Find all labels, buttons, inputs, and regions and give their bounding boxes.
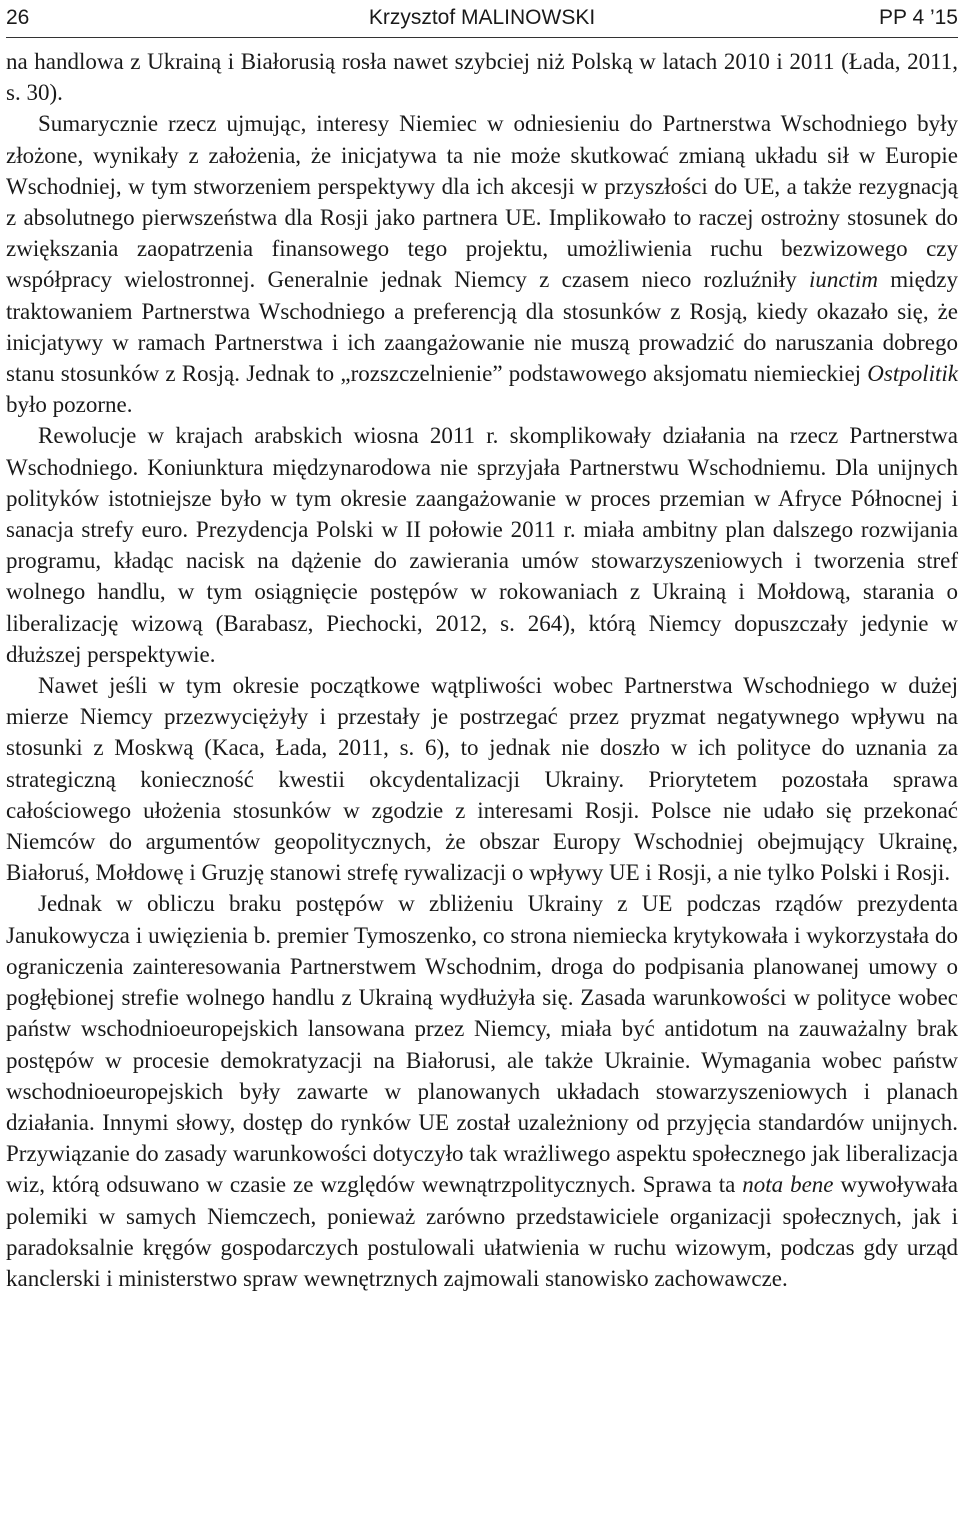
paragraph-text: na handlowa z Ukrainą i Białorusią rosła nawet szybciej niż Polską w latach 2010 i 2011 (Łada, 2011, s. 30). bbox=[6, 49, 958, 106]
paragraph-text: Sumarycznie rzecz ujmując, interesy Niemiec w odniesieniu do Partnerstwa Wschodniego były złożone, wynikały z założenia, że inicjatywa ta nie może skutkować zmianą układu sił w Europie Wschodniej, w tym stworzeniem perspektywy dla ich akcesji w przyszłości do UE, a także rezygnacją z absolutnego pierwszeństwa dla Rosji jako partnera UE. Implikowało to raczej ostrożny stosunek do zwiększania zaopatrzenia finansowego tego projektu, umożliwienia ruchu bezwizowego czy współpracy wielostronnej. Generalnie jednak Niemcy z czasem nieco rozluźniły bbox=[6, 111, 958, 293]
body-paragraph bbox=[6, 420, 958, 670]
running-head-journal: PP 4 ’15 bbox=[878, 6, 958, 29]
body-paragraph bbox=[6, 46, 958, 108]
page-number: 26 bbox=[6, 6, 30, 29]
italic-term: Ostpolitik bbox=[867, 361, 958, 387]
header-rule bbox=[6, 37, 958, 38]
paragraph-text: Nawet jeśli w tym okresie początkowe wątpliwości wobec Partnerstwa Wschodniego w dużej mierze Niemcy przezwyciężyły i przestały je postrzegać przez pryzmat negatywnego wpływu na stosunki z Moskwą (Kaca, Łada, 2011, s. 6), to jednak nie doszło w ich polityce do uznania za strategiczną konieczność kwestii okcydentalizacji Ukrainy. Priorytetem pozostała sprawa całościowego ułożenia stosunków w zgodzie z interesami Rosji. Polsce nie udało się przekonać Niemców do argumentów geopolitycznych, że obszar Europy Wschodniej obejmujący Ukrainę, Białoruś, Mołdowę i Gruzję stanowi strefę rywalizacji o wpływy UE i Rosji, a nie tylko Polski i Rosji. bbox=[6, 673, 958, 886]
paragraph-text: między traktowaniem Partnerstwa Wschodniego a preferencją dla stosunków z Rosją, kiedy okazało się, że inicjatywy w ramach Partnerstwa i ich zaangażowanie nie muszą prowadzić do naruszania dobrego stanu stosunków z Rosją. Jednak to „rozszczelnienie” podstawowego aksjomatu niemieckiej bbox=[6, 267, 958, 387]
body-paragraph bbox=[6, 888, 958, 1294]
body-text bbox=[6, 46, 958, 1294]
paragraph-text: było pozorne. bbox=[6, 392, 133, 418]
paragraph-text: wywoływała polemiki w samych Niemczech, ponieważ zarówno przedstawiciele organizacji społecznych, jak i paradoksalnie kręgów gospodarczych postulowali ułatwienia w ruchu wizowym, podczas gdy urząd kanclerski i ministerstwo spraw wewnętrznych zajmowali stanowisko zachowawcze. bbox=[6, 1172, 958, 1291]
body-paragraph bbox=[6, 670, 958, 888]
running-header bbox=[6, 0, 958, 36]
italic-term: nota bene bbox=[742, 1172, 834, 1198]
paragraph-text: Rewolucje w krajach arabskich wiosna 2011 r. skomplikowały działania na rzecz Partnerstwa Wschodniego. Koniunktura międzynarodowa nie sprzyjała Partnerstwu Wschodniemu. Dla unijnych polityków istotniejsze było w tym okresie zaangażowanie w proces przemian w Afryce Północnej i sanacja strefy euro. Prezydencja Polski w II połowie 2011 r. miała ambitny plan dalszego rozwijania programu, kładąc nacisk na dążenie do zawierania umów stowarzyszeniowych i tworzenia stref wolnego handlu, w tym osiągnięcie postępów w rokowaniach z Ukrainą i Mołdową, starania o liberalizację wizową (Barabasz, Piechocki, 2012, s. 264), którą Niemcy dopuszczały jedynie w dłuższej perspektywie. bbox=[6, 423, 958, 667]
paragraph-text: Jednak w obliczu braku postępów w zbliżeniu Ukrainy z UE podczas rządów prezydenta Janukowycza i uwięzienia b. premier Tymoszenko, co strona niemiecka krytykowała i wykorzystała do ograniczenia zainteresowania Partnerstwem Wschodnim, droga do podpisania planowanej umowy o pogłębionej strefie wolnego handlu z Ukrainą wydłużyła się. Zasada warunkowości w polityce wobec państw wschodnioeuropejskich lansowana przez Niemcy, miała być antidotum na zauważalny brak postępów w procesie demokratyzacji na Białorusi, ale także Ukrainie. Wymagania wobec państw wschodnioeuropejskich były zawarte w planowanych układach stowarzyszeniowych i planach działania. Innymi słowy, dostęp do rynków UE został uzależniony od przyjęcia standardów unijnych. Przywiązanie do zasady warunkowości dotyczyło tak wrażliwego aspektu społecznego jak liberalizacja wiz, którą odsuwano w czasie ze względów wewnątrzpolitycznych. Sprawa ta bbox=[6, 891, 958, 1198]
body-paragraph bbox=[6, 108, 958, 420]
running-head-author: Krzysztof MALINOWSKI bbox=[368, 6, 596, 29]
italic-term: iunctim bbox=[809, 267, 879, 293]
